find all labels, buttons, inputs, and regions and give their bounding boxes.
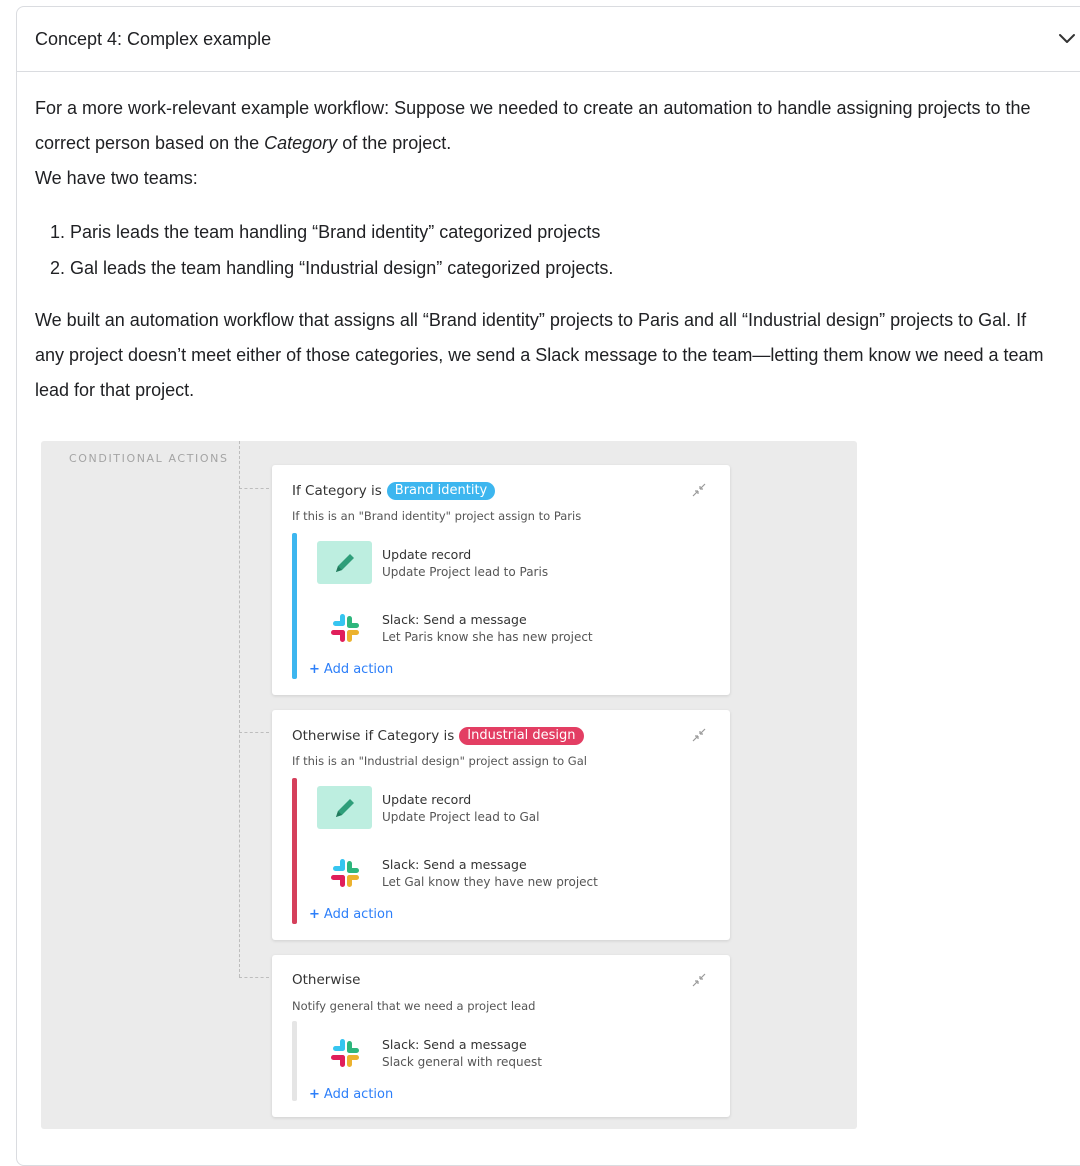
- pencil-icon: [331, 794, 359, 822]
- conditional-actions-label: CONDITIONAL ACTIONS: [69, 452, 229, 465]
- list-item: 1. Paris leads the team handling “Brand identity” categorized projects: [50, 222, 601, 242]
- action-slack-message[interactable]: Slack: Send a message Let Paris know she has new project: [317, 606, 717, 652]
- intro-line-1: For a more work-relevant example workflow: Suppose we needed to create an automation to handle assigning projects to the: [35, 98, 1031, 118]
- add-action-button[interactable]: + Add action: [309, 907, 394, 922]
- action-slack-message[interactable]: Slack: Send a message Let Gal know they have new project: [317, 851, 717, 897]
- summary-line-2: any project doesn’t meet either of those categories, we send a Slack message to the team—letting them know we need a team: [35, 345, 1044, 365]
- category-pill[interactable]: Industrial design: [459, 727, 583, 745]
- summary-line-3: lead for that project.: [35, 380, 195, 400]
- slack-icon: [327, 1035, 363, 1071]
- automation-screenshot: [41, 441, 857, 1129]
- action-slack-message[interactable]: Slack: Send a message Slack general with request: [317, 1031, 717, 1077]
- condition-title: If Category is Brand identity: [292, 482, 495, 500]
- slack-icon: [327, 855, 363, 891]
- condition-title: Otherwise if Category is Industrial design: [292, 727, 584, 745]
- connector-line: [239, 441, 240, 977]
- accordion-header[interactable]: [16, 6, 1080, 72]
- branch-bar: [292, 778, 297, 924]
- action-icon-bg: [317, 786, 372, 829]
- slack-icon: [327, 610, 363, 646]
- pencil-icon: [331, 549, 359, 577]
- condition-description: Notify general that we need a project lead: [292, 999, 536, 1013]
- category-emphasis: Category: [264, 133, 338, 153]
- condition-card-brand-identity: [272, 465, 730, 695]
- branch-bar: [292, 533, 297, 679]
- list-item: 2. Gal leads the team handling “Industrial design” categorized projects.: [50, 258, 614, 278]
- branch-bar: [292, 1021, 297, 1101]
- action-update-record[interactable]: Update record Update Project lead to Gal: [317, 786, 717, 832]
- condition-card-industrial-design: [272, 710, 730, 940]
- intro-line-3: We have two teams:: [35, 168, 198, 188]
- condition-description: If this is an "Industrial design" project assign to Gal: [292, 754, 587, 768]
- action-icon-bg: [317, 541, 372, 584]
- add-action-button[interactable]: + Add action: [309, 1087, 394, 1102]
- collapse-icon[interactable]: [690, 971, 708, 989]
- connector-branch: [239, 732, 269, 733]
- connector-branch: [239, 488, 269, 489]
- condition-description: If this is an "Brand identity" project assign to Paris: [292, 509, 582, 523]
- connector-branch: [239, 977, 269, 978]
- chevron-down-icon[interactable]: [1057, 28, 1077, 48]
- collapse-icon[interactable]: [690, 726, 708, 744]
- intro-line-2: correct person based on the Category of the project.: [35, 133, 452, 153]
- collapse-icon[interactable]: [690, 481, 708, 499]
- condition-card-otherwise: [272, 955, 730, 1117]
- add-action-button[interactable]: + Add action: [309, 662, 394, 677]
- category-pill[interactable]: Brand identity: [387, 482, 495, 500]
- condition-title: Otherwise: [292, 972, 361, 988]
- action-update-record[interactable]: Update record Update Project lead to Paris: [317, 541, 717, 587]
- accordion-title: Concept 4: Complex example: [35, 29, 272, 49]
- summary-line-1: We built an automation workflow that assigns all “Brand identity” projects to Paris and all “Industrial design” projects to Gal. If: [35, 310, 1027, 330]
